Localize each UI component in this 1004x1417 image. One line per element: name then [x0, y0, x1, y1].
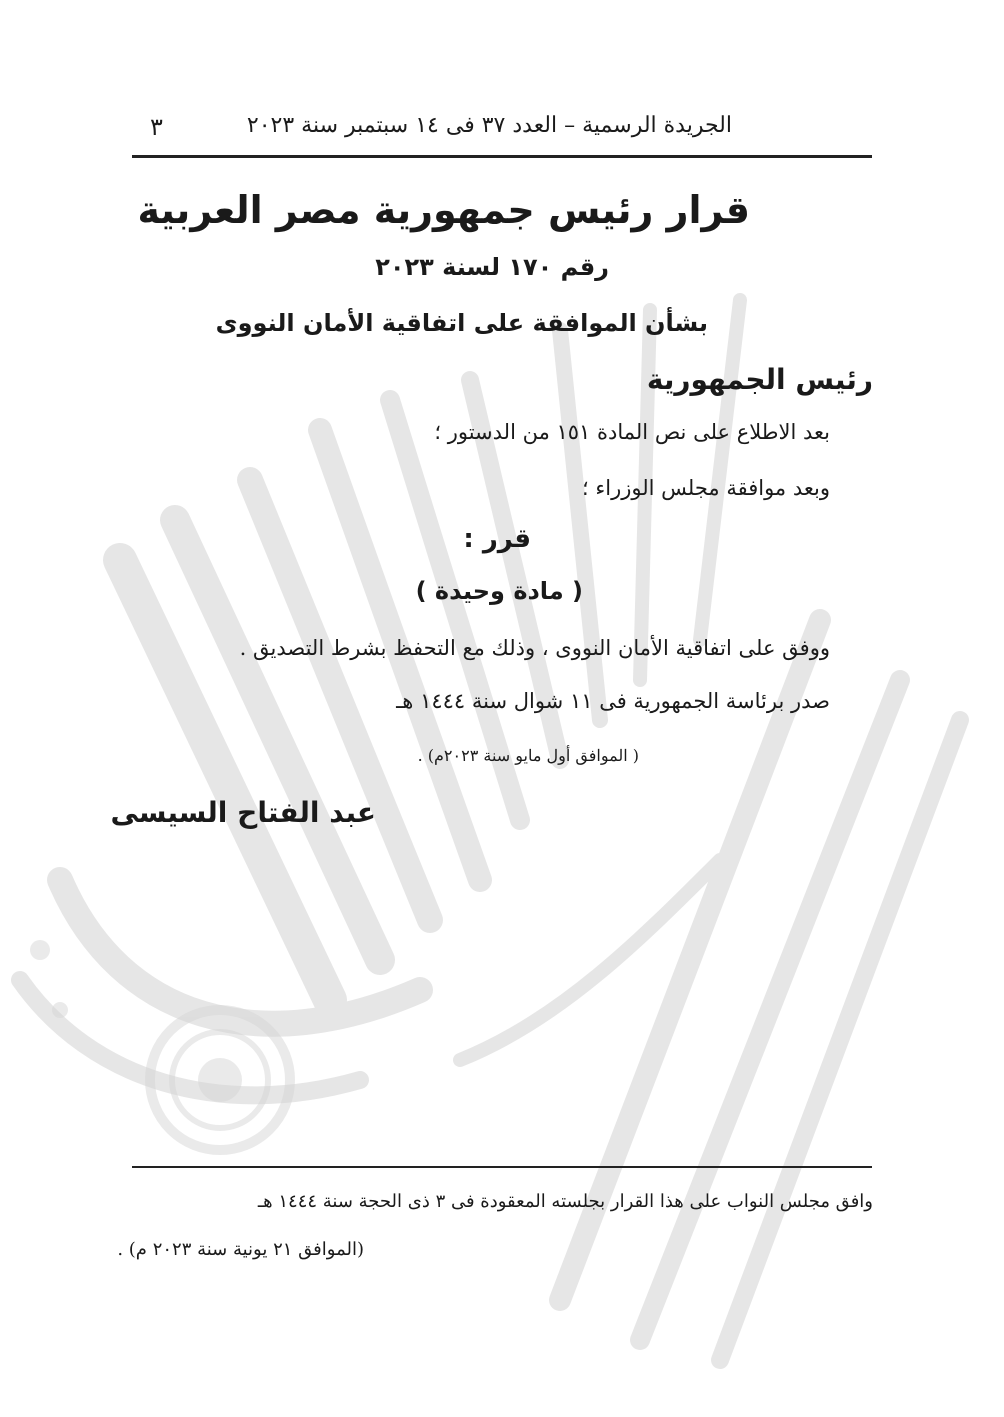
signature: عبد الفتاح السيسى: [110, 796, 376, 829]
footnote-line: وافق مجلس النواب على هذا القرار بجلسته المعقودة فى ٣ ذى الحجة سنة ١٤٤٤ هـ: [257, 1191, 873, 1212]
decree-subject: بشأن الموافقة على اتفاقية الأمان النووى: [215, 309, 708, 337]
preamble-line: وبعد موافقة مجلس الوزراء ؛: [582, 476, 830, 500]
article-heading: ( مادة وحيدة ): [415, 577, 583, 605]
preamble-line: بعد الاطلاع على نص المادة ١٥١ من الدستور ؛: [434, 420, 830, 444]
article-text: ووفق على اتفاقية الأمان النووى ، وذلك مع التحفظ بشرط التصديق .: [239, 636, 830, 660]
decided-heading: قرر :: [463, 524, 531, 554]
page-number: ٣: [150, 113, 163, 141]
header-divider: [132, 155, 872, 158]
footnote-divider: [132, 1166, 872, 1168]
footnote-line: (الموافق ٢١ يونية سنة ٢٠٢٣ م) .: [117, 1239, 364, 1260]
corresponding-date: ( الموافق أول مايو سنة ٢٠٢٣م) .: [417, 746, 639, 765]
issuer-heading: رئيس الجمهورية: [646, 363, 873, 396]
issued-line: صدر برئاسة الجمهورية فى ١١ شوال سنة ١٤٤٤ هـ: [396, 689, 830, 713]
decree-title: قرار رئيس جمهورية مصر العربية: [137, 188, 750, 232]
decree-number: رقم ١٧٠ لسنة ٢٠٢٣: [375, 253, 609, 281]
header-title: الجريدة الرسمية – العدد ٣٧ فى ١٤ سبتمبر سنة ٢٠٢٣: [246, 113, 732, 138]
